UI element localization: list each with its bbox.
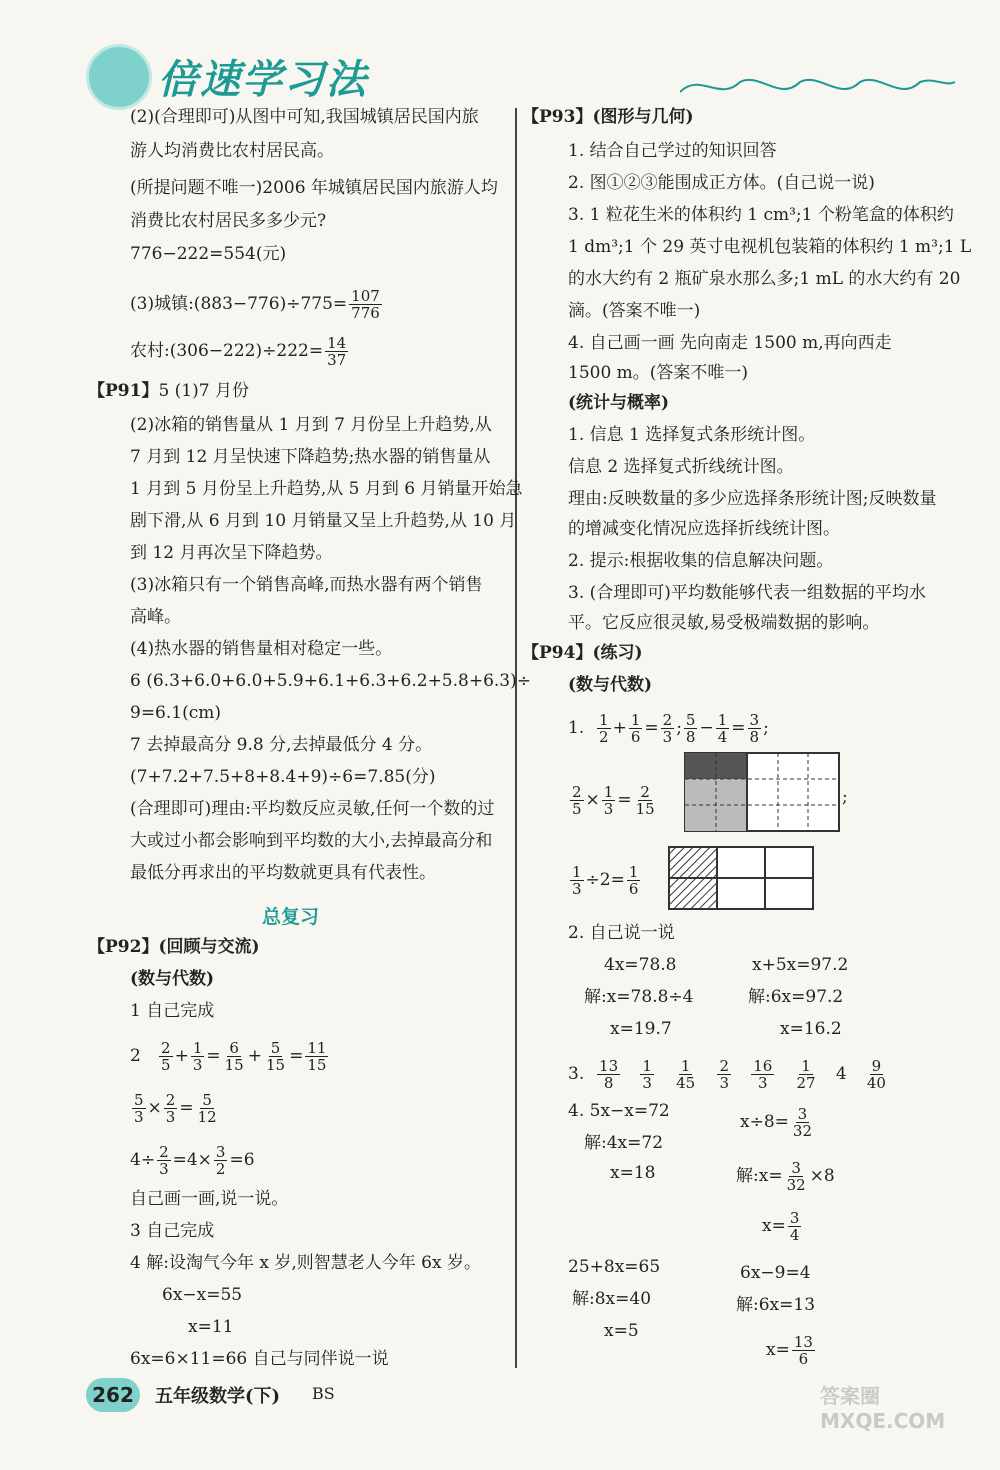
left-line: $\frac{5}{3}$ × $\frac{2}{3}$ = $\frac{5}{12}$ [134,1091,217,1126]
right-line: 1. 结合自己学过的知识回答 [568,141,777,161]
edition-label: BS [312,1384,335,1403]
left-line: 【P91】5 (1)7 月份 [88,381,249,401]
right-line: x= $\frac{13}{6}$ [766,1333,813,1368]
subheading: (数与代数) [130,969,215,989]
right-line: 1500 m。(答案不唯一) [568,363,749,383]
right-line: 解:4x=72 [584,1133,664,1153]
left-line: 9=6.1(cm) [130,703,222,723]
semicolon: ; [842,787,848,807]
right-line: 6x−9=4 [740,1263,811,1283]
left-line: (3)冰箱只有一个销售高峰,而热水器有两个销售 [130,575,483,595]
right-line: 3. 1 粒花生米的体积约 1 cm³;1 个粉笔盒的体积约 [568,205,954,225]
right-line: 4. 5x−x=72 [568,1101,670,1121]
right-line: x= $\frac{3}{4}$ [762,1209,800,1244]
right-line: 3. (合理即可)平均数能够代表一组数据的平均水 [568,583,926,603]
left-line: 1 自己完成 [130,1001,215,1021]
watermark: 答案圈 MXQE.COM [820,1384,946,1433]
right-line: x=5 [604,1321,639,1341]
right-line: x=18 [610,1163,656,1183]
right-line: 【P93】(图形与几何) [522,107,694,127]
fraction-grid-diagram [684,752,840,832]
left-line: (3)城镇:(883−776)÷775= $\frac{107}{776}$ [130,287,380,322]
left-line: 最低分再求出的平均数就更具有代表性。 [130,863,436,883]
left-line: (所提问题不唯一)2006 年城镇居民国内旅游人均 [130,178,498,198]
right-line: 的水大约有 2 瓶矿泉水那么多;1 mL 的水大约有 20 [568,269,961,289]
left-line: 大或过小都会影响到平均数的大小,去掉最高分和 [130,831,493,851]
left-line: 6x−x=55 [162,1285,243,1305]
right-line: x=19.7 [610,1019,672,1039]
left-line: (4)热水器的销售量相对稳定一些。 [130,639,393,659]
right-line: 4. 自己画一画 先向南走 1500 m,再向西走 [568,333,892,353]
left-line: 3 自己完成 [130,1221,215,1241]
right-line: $\frac{1}{3}$ ÷2= $\frac{1}{6}$ [572,863,639,898]
left-line: 1 月到 5 月份呈上升趋势,从 5 月到 6 月销量开始急 [130,479,523,499]
left-line: 农村:(306−222)÷222= $\frac{14}{37}$ [130,334,347,369]
right-line: x=16.2 [780,1019,842,1039]
left-line: (7+7.2+7.5+8+8.4+9)÷6=7.85(分) [130,767,436,787]
right-line: 1. $\frac{1}{2}$ + $\frac{1}{6}$ = $\frac{2}{3}$ ; $\frac{5}{8}$ − $\frac{1}{4}$ = $\frac{3}{8}$ ; [568,711,769,746]
column-divider [515,108,517,1368]
right-line: 信息 2 选择复式折线统计图。 [568,457,794,477]
right-line: 4x=78.8 [604,955,677,975]
left-line: 到 12 月再次呈下降趋势。 [130,543,333,563]
book-title: 五年级数学(下) [155,1386,281,1407]
left-line: (2)(合理即可)从图中可知,我国城镇居民国内旅 [130,107,479,127]
right-line: 解:x=78.8÷4 [584,987,694,1007]
subheading: (数与代数) [568,675,653,695]
left-line: 剧下滑,从 6 月到 10 月销量又呈上升趋势,从 10 月 [130,511,517,531]
left-line: 消费比农村居民多多少元? [130,211,327,231]
right-line: 1. 信息 1 选择复式条形统计图。 [568,425,816,445]
right-line: 25+8x=65 [568,1257,661,1277]
subheading: (统计与概率) [568,393,670,413]
right-line: 2. 提示:根据收集的信息解决问题。 [568,551,834,571]
left-line: (2)冰箱的销售量从 1 月到 7 月份呈上升趋势,从 [130,415,492,435]
left-line: 7 月到 12 月呈快速下降趋势;热水器的销售量从 [130,447,491,467]
right-line: 2. 自己说一说 [568,923,675,943]
left-line: 7 去掉最高分 9.8 分,去掉最低分 4 分。 [130,735,433,755]
logo-icon [86,44,152,110]
right-line: $\frac{2}{5}$ × $\frac{1}{3}$ = $\frac{2}{15}$ [572,783,655,818]
right-line: 平。它反应很灵敏,易受极端数据的影响。 [568,613,880,633]
left-line: 4 解:设淘气今年 x 岁,则智慧老人今年 6x 岁。 [130,1253,481,1273]
left-line: 高峰。 [130,607,181,627]
right-line: x÷8= $\frac{3}{32}$ [740,1105,812,1140]
left-line: 自己画一画,说一说。 [130,1189,289,1209]
left-line: 6x=6×11=66 自己与同伴说一说 [130,1349,389,1369]
right-line: 解:6x=97.2 [748,987,844,1007]
right-line: 解:8x=40 [572,1289,652,1309]
page-number: 262 [86,1378,140,1412]
right-line: 解:x= $\frac{3}{32}$ ×8 [736,1159,835,1194]
right-line: 理由:反映数量的多少应选择条形统计图;反映数量 [568,489,937,509]
right-line: 解:6x=13 [736,1295,816,1315]
section-title: 总复习 [262,906,320,928]
left-line: x=11 [188,1317,234,1337]
left-line: 4÷ $\frac{2}{3}$ =4× $\frac{3}{2}$ =6 [130,1143,255,1178]
division-grid-diagram [668,846,814,910]
right-line: 滴。(答案不唯一) [568,301,701,321]
decorative-swirl-icon [680,72,960,102]
right-line: 1 dm³;1 个 29 英寸电视机包装箱的体积约 1 m³;1 L [568,237,972,257]
right-line: 3. $\frac{13}{8}$ $\frac{1}{3}$ $\frac{1}{45}$ $\frac{2}{3}$ $\frac{16}{3}$ $\frac{1}{27}$ 4 $\frac{9}{40}$ [568,1057,886,1092]
left-line: (合理即可)理由:平均数反应灵敏,任何一个数的过 [130,799,495,819]
left-line: 游人均消费比农村居民高。 [130,141,334,161]
right-line: 的增减变化情况应选择折线统计图。 [568,519,840,539]
right-line: x+5x=97.2 [752,955,849,975]
header-title: 倍速学习法 [158,57,368,103]
right-line: 【P94】(练习) [522,643,643,663]
left-line: 776−222=554(元) [130,244,287,264]
left-line: 【P92】(回顾与交流) [88,937,260,957]
left-line: 6 (6.3+6.0+6.0+5.9+6.1+6.3+6.2+5.8+6.3)÷ [130,671,532,691]
right-line: 2. 图①②③能围成正方体。(自己说一说) [568,173,875,193]
left-line: 2 $\frac{2}{5}$ + $\frac{1}{3}$ = $\frac{6}{15}$ + $\frac{5}{15}$ = $\frac{11}{15}$ [130,1039,327,1074]
